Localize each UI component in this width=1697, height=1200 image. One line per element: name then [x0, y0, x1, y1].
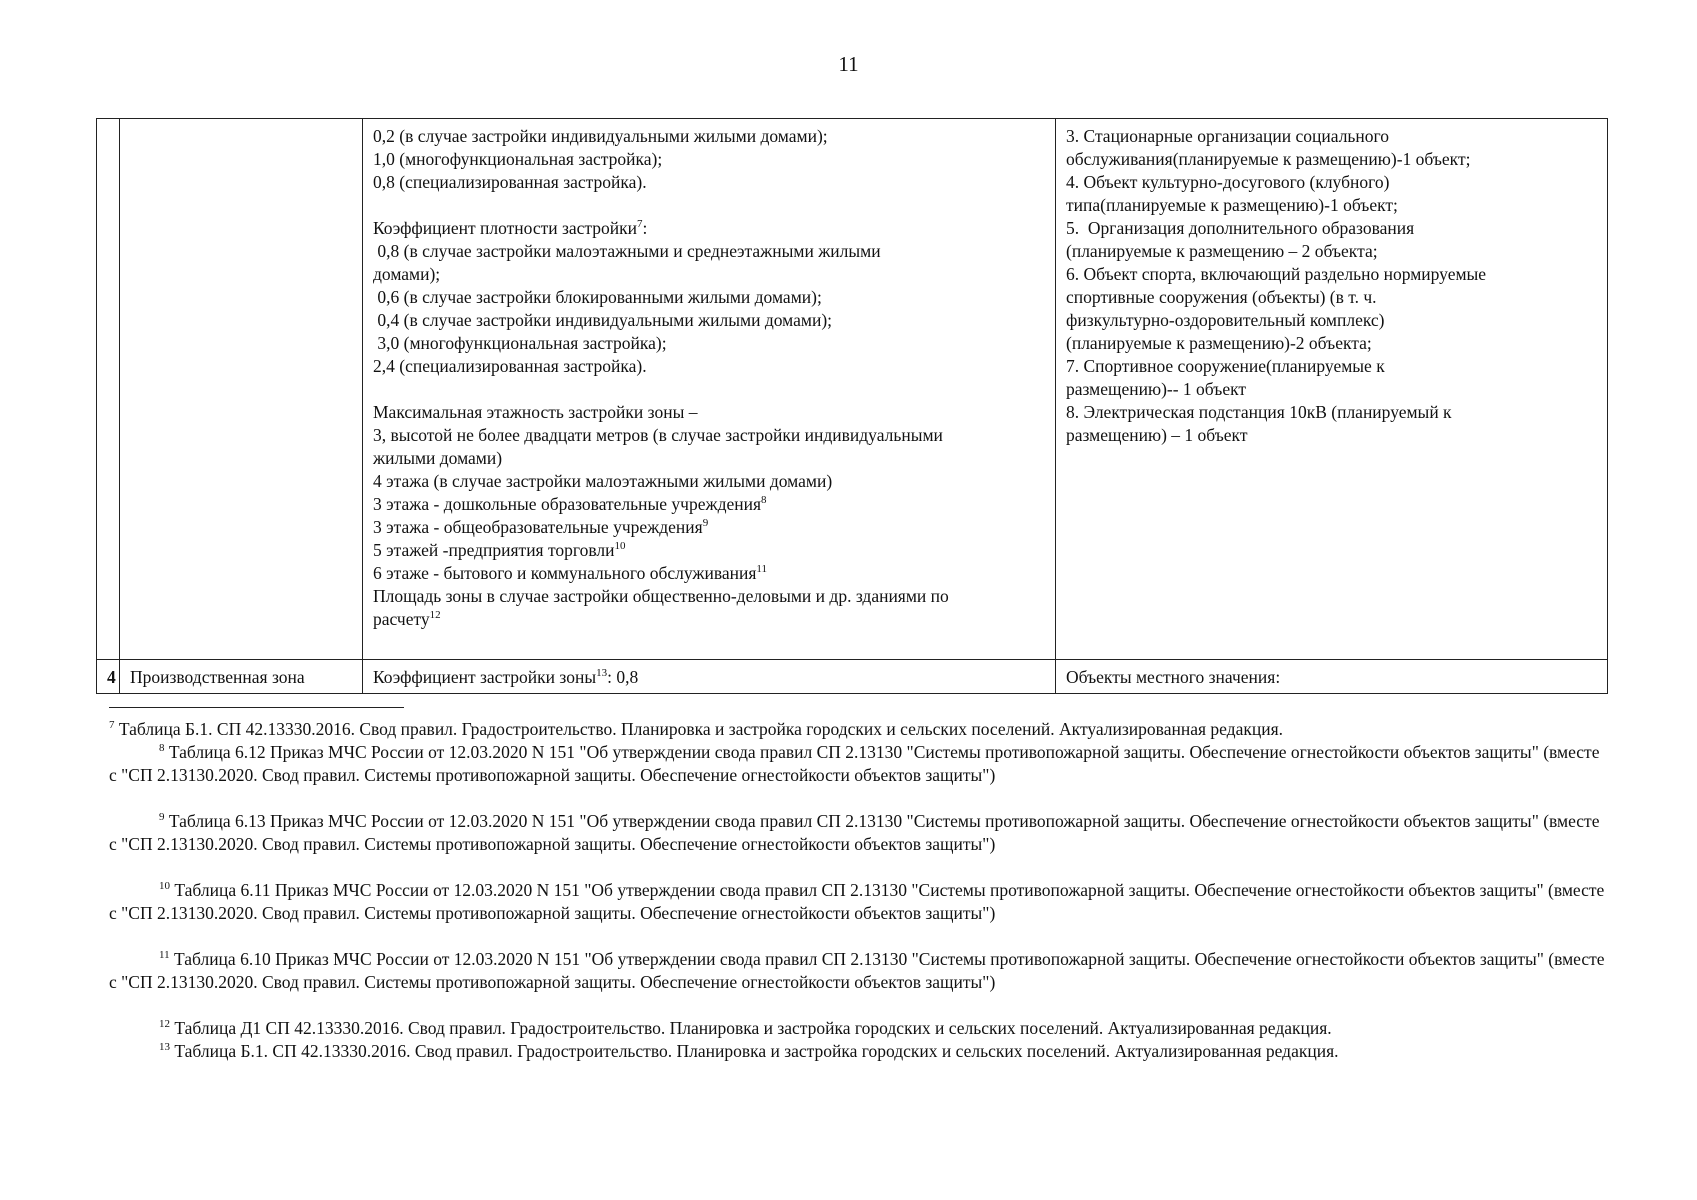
footnote-separator [109, 707, 404, 708]
table-cell-objects [1056, 119, 1608, 660]
object-line: 6. Объект спорта, включающий раздельно нормируемые [1066, 264, 1487, 284]
footnote-ref: 11 [756, 563, 768, 575]
object-line: физкультурно-оздоровительный комплекс) [1066, 310, 1385, 330]
footnote-text: Таблица Б.1. СП 42.13330.2016. Свод правил. Градостроительство. Планировка и застройка городских и сельских поселений. Актуализированная редакция. [170, 1041, 1339, 1061]
parameter-text: 0,4 (в случае застройки индивидуальными жилыми домами); [373, 310, 833, 330]
parameter-text: Площадь зоны в случае застройки общественно-деловыми и др. зданиями по [373, 586, 949, 606]
table-cell-zone [120, 119, 363, 660]
parameter-suffix: : [642, 218, 648, 238]
objects-text [1066, 125, 1597, 447]
footnote-number: 12 [159, 1018, 170, 1030]
parameter-line [373, 171, 1045, 194]
object-line: (планируемые к размещению)-2 объекта; [1066, 333, 1372, 353]
parameter-line [373, 516, 1045, 539]
parameter-line [373, 470, 1045, 493]
footnote-text: Таблица 6.13 Приказ МЧС России от 12.03.2020 N 151 "Об утверждении свода правил СП 2.13130 "Системы противопожарной защиты. Обеспечение огнестойкости объектов защиты" (вместе с "СП 2.13130.2020. Свод правил. Системы противопожарной защиты. Обеспечение огнестойкости объектов защиты") [109, 811, 1600, 854]
footnote [109, 1040, 1609, 1063]
footnote-number: 11 [159, 949, 170, 961]
parameter-text: жилыми домами) [373, 448, 503, 468]
object-line: размещению) – 1 объект [1066, 425, 1248, 445]
parameter-text: 1,0 (многофункциональная застройка); [373, 149, 663, 169]
table-row [97, 660, 1608, 694]
footnote [109, 741, 1609, 787]
footnote-number: 13 [159, 1041, 170, 1053]
parameter-text: 0,6 (в случае застройки блокированными жилыми домами); [373, 287, 822, 307]
parameter-line [373, 263, 1045, 286]
parameter-line [373, 585, 1045, 608]
row-number: 4 [107, 667, 116, 687]
parameter-text: 5 этажей -предприятия торговли [373, 540, 615, 560]
parameter-text: 3 этажа - дошкольные образовательные учреждения [373, 494, 762, 514]
parameter-text: 3 этажа - общеобразовательные учреждения [373, 517, 703, 537]
object-line: размещению)-- 1 объект [1066, 379, 1247, 399]
table-cell-parameters [363, 660, 1056, 694]
object-line: 5. Организация дополнительного образования [1066, 218, 1415, 238]
footnote [109, 948, 1609, 994]
parameter-line [373, 217, 1045, 240]
parameter-text: Максимальная этажность застройки зоны – [373, 402, 698, 422]
footnote [109, 879, 1609, 925]
zone-name: Производственная зона [130, 667, 305, 687]
parameter-text: 6 этаже - бытового и коммунального обслуживания [373, 563, 757, 583]
parameter-text: 0,8 (в случае застройки малоэтажными и среднеэтажными жилыми [373, 241, 881, 261]
parameter-line [373, 539, 1045, 562]
parameter-text: 3,0 (многофункциональная застройка); [373, 333, 667, 353]
parameter-text: расчету [373, 609, 430, 629]
parameter-text: 0,2 (в случае застройки индивидуальными жилыми домами); [373, 126, 828, 146]
parameter-line [373, 493, 1045, 516]
parameter-line [373, 378, 1045, 401]
footnote-number: 10 [159, 880, 170, 892]
parameter-text: 4 этажа (в случае застройки малоэтажными жилыми домами) [373, 471, 833, 491]
object-line: спортивные сооружения (объекты) (в т. ч. [1066, 287, 1377, 307]
table-row [97, 119, 1608, 660]
footnote-ref: 13 [596, 667, 608, 679]
footnote-number: 8 [159, 742, 165, 754]
table-cell-zone [120, 660, 363, 694]
parameter-line [373, 309, 1045, 332]
footnote-ref: 7 [637, 218, 643, 230]
parameter-text: домами); [373, 264, 441, 284]
parameter-line [373, 332, 1045, 355]
parameter-line [373, 148, 1045, 171]
zones-table [96, 118, 1608, 694]
parameter-text: 3, высотой не более двадцати метров (в случае застройки индивидуальными [373, 425, 943, 445]
footnotes [109, 718, 1609, 1063]
footnote [109, 1017, 1609, 1040]
footnote-ref: 10 [614, 540, 626, 552]
object-line: 7. Спортивное сооружение(планируемые к [1066, 356, 1385, 376]
object-line: типа(планируемые к размещению)-1 объект; [1066, 195, 1398, 215]
footnote-ref: 8 [761, 494, 767, 506]
parameter-line [373, 562, 1045, 585]
parameter-text: 0,8 (специализированная застройка). [373, 172, 647, 192]
parameters-text [373, 125, 1045, 631]
footnote-number: 9 [159, 811, 165, 823]
footnote-text: Таблица 6.10 Приказ МЧС России от 12.03.2020 N 151 "Об утверждении свода правил СП 2.13130 "Системы противопожарной защиты. Обеспечение огнестойкости объектов защиты" (вместе с "СП 2.13130.2020. Свод правил. Системы противопожарной защиты. Обеспечение огнестойкости объектов защиты") [109, 949, 1605, 992]
parameter-line [373, 447, 1045, 470]
table-cell-number [97, 660, 120, 694]
parameter-text: 2,4 (специализированная застройка). [373, 356, 647, 376]
parameter-line [373, 424, 1045, 447]
footnote-ref: 9 [702, 517, 709, 529]
footnote [109, 718, 1609, 741]
page-number: 11 [838, 52, 859, 76]
table-cell-number [97, 119, 120, 660]
parameter-line [373, 401, 1045, 424]
footnote-text: Таблица Б.1. СП 42.13330.2016. Свод правил. Градостроительство. Планировка и застройка городских и сельских поселений. Актуализированная редакция. [114, 719, 1284, 739]
objects-heading: Объекты местного значения: [1066, 667, 1281, 687]
parameter-line [373, 355, 1045, 378]
table-cell-parameters [363, 119, 1056, 660]
parameter-line [373, 608, 1045, 631]
object-line: 4. Объект культурно-досугового (клубного) [1066, 172, 1390, 192]
object-line: 3. Стационарные организации социального [1066, 126, 1390, 146]
footnote-text: Таблица 6.12 Приказ МЧС России от 12.03.2020 N 151 "Об утверждении свода правил СП 2.13130 "Системы противопожарной защиты. Обеспечение огнестойкости объектов защиты" (вместе с "СП 2.13130.2020. Свод правил. Системы противопожарной защиты. Обеспечение огнестойкости объектов защиты") [109, 742, 1600, 785]
parameter-line [373, 194, 1045, 217]
object-line: обслуживания(планируемые к размещению)-1 объект; [1066, 149, 1471, 169]
table-cell-objects [1056, 660, 1608, 694]
parameter-line [373, 125, 1045, 148]
coef-value: : 0,8 [607, 667, 639, 687]
object-line: 8. Электрическая подстанция 10кВ (планируемый к [1066, 402, 1452, 422]
footnote-ref: 12 [429, 609, 441, 621]
footnote [109, 810, 1609, 856]
coef-label: Коэффициент застройки зоны [373, 667, 597, 687]
parameter-text: Коэффициент плотности застройки [373, 218, 638, 238]
footnote-number: 7 [109, 719, 115, 731]
object-line: (планируемые к размещению – 2 объекта; [1066, 241, 1378, 261]
footnote-text: Таблица 6.11 Приказ МЧС России от 12.03.2020 N 151 "Об утверждении свода правил СП 2.13130 "Системы противопожарной защиты. Обеспечение огнестойкости объектов защиты" (вместе с "СП 2.13130.2020. Свод правил. Системы противопожарной защиты. Обеспечение огнестойкости объектов защиты") [109, 880, 1605, 923]
parameter-line [373, 240, 1045, 263]
parameter-line [373, 286, 1045, 309]
footnote-text: Таблица Д1 СП 42.13330.2016. Свод правил. Градостроительство. Планировка и застройка городских и сельских поселений. Актуализированная редакция. [170, 1018, 1332, 1038]
